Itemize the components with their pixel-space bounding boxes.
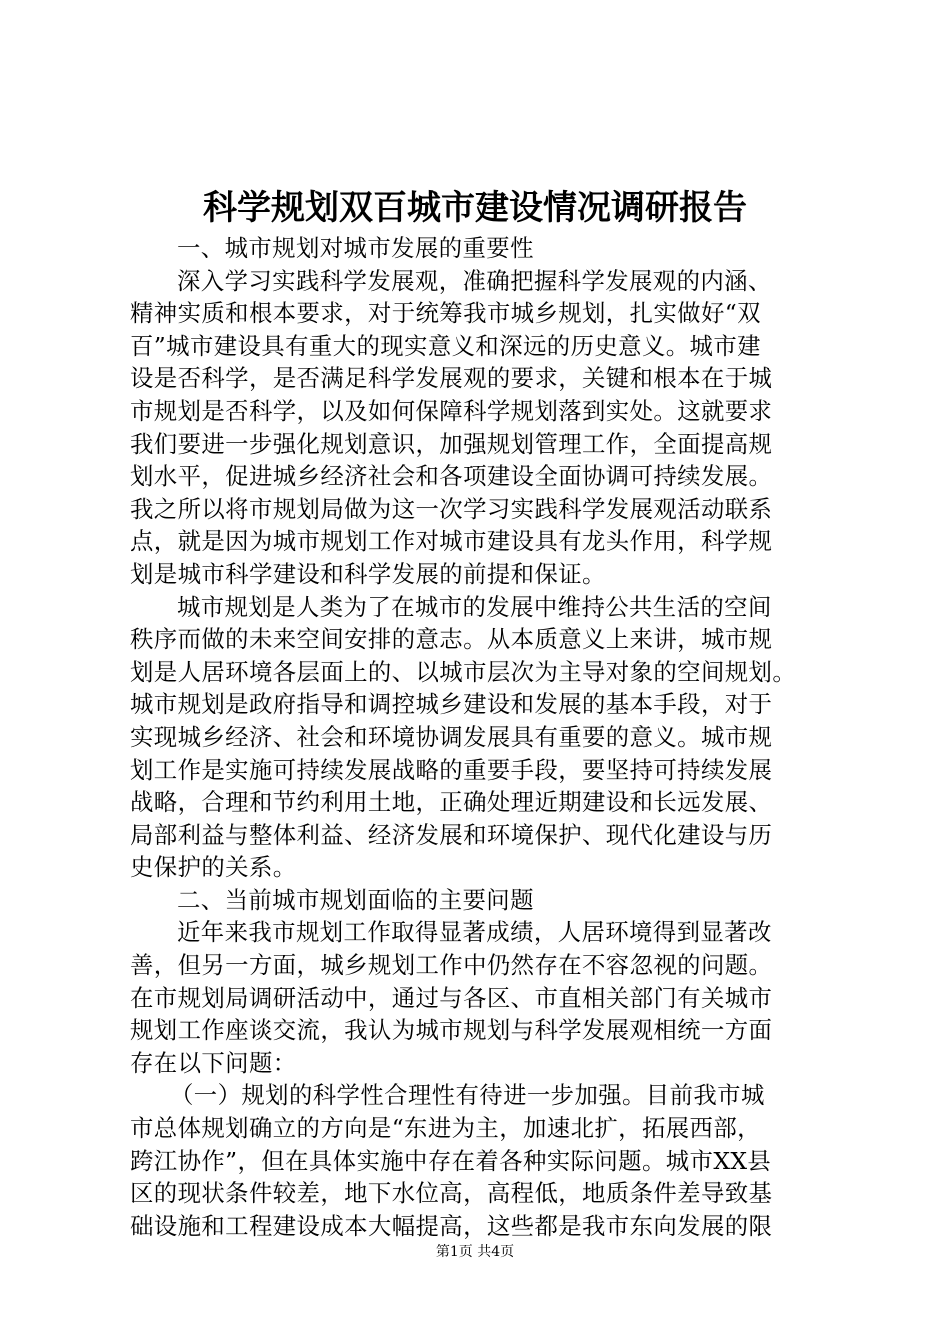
paragraph-line: 市总体规划确立的方向是“东进为主，加速北扩，拓展西部， — [130, 1114, 761, 1143]
paragraph-line: 设是否科学，是否满足科学发展观的要求，关键和根本在于城 — [130, 364, 773, 393]
paragraph-line: 划是城市科学建设和科学发展的前提和保证。 — [130, 559, 606, 588]
page-footer — [0, 1242, 950, 1262]
paragraph-line: 秩序而做的未来空间安排的意志。从本质意义上来讲，城市规 — [130, 625, 773, 654]
paragraph-line: 近年来我市规划工作取得显著成绩，人居环境得到显著改 — [177, 918, 772, 947]
paragraph-line: 城市规划是人类为了在城市的发展中维持公共生活的空间 — [177, 592, 772, 621]
paragraph-line: （一）规划的科学性合理性有待进一步加强。目前我市城 — [170, 1081, 765, 1110]
document-title: 科学规划双百城市建设情况调研报告 — [203, 188, 747, 228]
paragraph-line: 城市规划是政府指导和调控城乡建设和发展的基本手段，对于 — [130, 690, 773, 719]
section-heading: 一、城市规划对城市发展的重要性 — [177, 234, 534, 262]
paragraph-line: 区的现状条件较差，地下水位高，高程低，地质条件差导致基 — [130, 1179, 773, 1208]
paragraph-line: 实现城乡经济、社会和环境协调发展具有重要的意义。城市规 — [130, 722, 773, 751]
paragraph-line: 我们要进一步强化规划意识，加强规划管理工作，全面提高规 — [130, 429, 773, 458]
paragraph-line: 划水平，促进城乡经济社会和各项建设全面协调可持续发展。 — [130, 462, 773, 491]
paragraph-line: 跨江协作”，但在具体实施中存在着各种实际问题。城市XX县 — [130, 1146, 772, 1175]
paragraph-line: 规划工作座谈交流，我认为城市规划与科学发展观相统一方面 — [130, 1016, 773, 1045]
paragraph-line: 史保护的关系。 — [130, 853, 297, 882]
paragraph-line: 市规划是否科学，以及如何保障科学规划落到实处。这就要求 — [130, 396, 773, 425]
paragraph-line: 础设施和工程建设成本大幅提高，这些都是我市东向发展的限 — [130, 1211, 773, 1240]
paragraph-line: 划是人居环境各层面上的、以城市层次为主导对象的空间规划。 — [130, 657, 797, 686]
paragraph-line: 点，就是因为城市规划工作对城市建设具有龙头作用，科学规 — [130, 527, 773, 556]
paragraph-line: 战略，合理和节约利用土地，正确处理近期建设和长远发展、 — [130, 788, 773, 817]
paragraph-line: 在市规划局调研活动中，通过与各区、市直相关部门有关城市 — [130, 983, 773, 1012]
document-body — [130, 232, 835, 1242]
paragraph-line: 划工作是实施可持续发展战略的重要手段，要坚持可持续发展 — [130, 755, 773, 784]
paragraph-line: 我之所以将市规划局做为这一次学习实践科学发展观活动联系 — [130, 494, 773, 523]
paragraph-line: 深入学习实践科学发展观，准确把握科学发展观的内涵、 — [177, 266, 772, 295]
section-heading: 二、当前城市规划面临的主要问题 — [177, 885, 534, 914]
paragraph-line: 精神实质和根本要求，对于统筹我市城乡规划，扎实做好“双 — [130, 299, 761, 328]
page-indicator: 第1页 共4页 — [435, 1244, 515, 1260]
paragraph-line: 善，但另一方面，城乡规划工作中仍然存在不容忽视的问题。 — [130, 951, 773, 980]
paragraph-line: 局部利益与整体利益、经济发展和环境保护、现代化建设与历 — [130, 820, 773, 849]
paragraph-line: 百”城市建设具有重大的现实意义和深远的历史意义。城市建 — [130, 331, 761, 360]
paragraph-line: 存在以下问题： — [130, 1048, 297, 1077]
